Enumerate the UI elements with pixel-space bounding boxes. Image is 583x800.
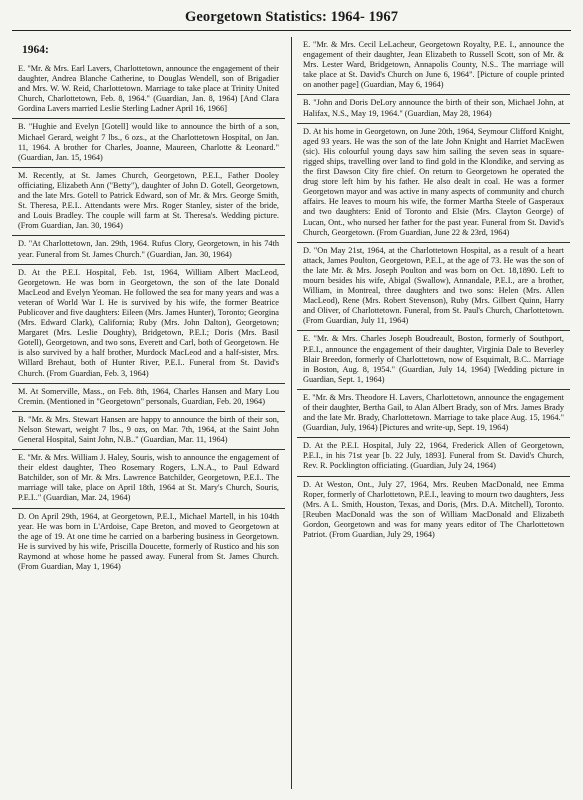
entry-text: B. "Hughie and Evelyn [Gotell] would like to announce the birth of a son, Michael Gerard, weight 7 lbs., 6 ozs., at the Charlottetown Hospital, on Jan. 11, 1964. A brother for Charles, Joanne, Maureen, Charlotte & Leonard." (Guardian, Jan. 15, 1964): [18, 122, 279, 162]
entry: [12, 119, 285, 167]
entry: [297, 37, 570, 95]
right-column: [297, 37, 570, 797]
page-title: Georgetown Statistics: 1964- 1967: [12, 8, 571, 31]
entry: [12, 236, 285, 264]
entry-text: D. On April 29th, 1964, at Georgetown, P.E.I., Michael Martell, in his 104th year. He was born in L'Ardoise, Cape Breton, and moved to Georgetown at the age of 19. At one time he carried on a barbering business in Georgetown. He is survived by his wife, Priscilla Doucette, formerly of Rustico and his son Raymond at whose home he passed away. Funeral from St. James Church. (From Guardian, May 1, 1964): [18, 511, 279, 572]
entry-text: E. "Mr. & Mrs. Earl Lavers, Charlottetown, announce the engagement of their daughter, Andrea Blanche Catherine, to Douglas Wendell, son of Brigadier and Mrs. W. W. Reid, Charlottetown. Marriage to take place at Trinity United Church, Charlottetown, Feb. 8, 1964." (Guardian, Jan. 8, 1964) [And Clara Gordina Lavers married Leslie Sterling Ladner April 16, 1966]: [18, 64, 279, 114]
entry-text: E. "Mr. & Mrs. Charles Joseph Boudreault, Boston, formerly of Southport, P.E.I., announce the engagement of their daughter, Virginia Dale to Beverley Blair Breedon, formerly of Charlottetown, now of Esquimalt, B.C.. Marriage in Boston, Aug. 8, 1954." (Guardian, July 14, 1964) [Wedding picture in Guardian, Sept. 1, 1964): [303, 334, 564, 384]
entry: [297, 438, 570, 476]
left-column: [12, 37, 285, 797]
entry: [12, 265, 285, 384]
entry-text: D. At the P.E.I. Hospital, July 22, 1964, Frederick Allen of Georgetown, P.E.I., in his 71st year [b. 22 July, 1893]. Funeral from St. David's Church, Rev. R. Pocklington officiating. (Guardian, July 24, 1964): [303, 441, 564, 471]
entry-text: E. "Mr. & Mrs. Theodore H. Lavers, Charlottetown, announce the engagement of their daughter, Bertha Gail, to Alan Albert Brady, son of Mrs. James Brady and the late Mr. Brady, Charlottetown. Marriage to take place Aug. 15, 1964." (Guardian, July, 1964) [Pictures and write-up, Sept. 19, 1964): [303, 392, 564, 433]
column-divider: [291, 37, 292, 789]
columns: [12, 37, 571, 797]
entry: [12, 168, 285, 237]
entry-text: D. At Weston, Ont., July 27, 1964, Mrs. Reuben MacDonald, nee Emma Roper, formerly of Charlottetown, P.E.I., leaving to mourn two daughters, Jess (Mrs. A L. Smith, Houston, Texas, and Doris, (Mrs. D.A. Mitchell), Toronto. [Reuben MacDonald was the son of William MacDonald and Elizabeth Gordon, Georgetown and was for many years editor of The Charlottetown Patriot. (From Guardian, July 29, 1964): [303, 479, 564, 540]
entry: [297, 477, 570, 545]
entry-text: D. "At Charlottetown, Jan. 29th, 1964. Rufus Clory, Georgetown, in his 74th year. Funeral from St. James Church." (Guardian, Jan. 30, 1964): [18, 239, 279, 259]
entry-text: M. Recently, at St. James Church, Georgetown, P.E.I., Father Dooley officiating, Elizabeth Ann ("Betty"), daughter of John D. Gotell, Georgetown, and the late Mrs. Gotell to Patrick Edward, son of Mr. & Mrs. George Smith, St. Theresa, P.E.I.. Attendants were Mrs. Roger Stanley, sister of the bride, and Louis Bradley. The couple will farm at St. Theresa's. Wedding picture.(From Guardian, Jan. 30, 1964): [18, 170, 279, 231]
entry: [297, 331, 570, 389]
entry-text: E. "Mr. & Mrs. Cecil LeLacheur, Georgetown Royalty, P.E. I., announce the engagement of their daughter, Jean Elizabeth to Russell Scott, son of Mr. & Mrs. Lester Ward, Bridgetown, Annapolis County, N.S.. The marriage will take place at St. David's Church on June 6, 1964". [Picture of couple printed on another page] (Guardian, May 6, 1964): [303, 40, 564, 90]
entry-text: E. "Mr. & Mrs. William J. Haley, Souris, wish to announce the engagement of their eldest daughter, Theo Rosemary Rogers, L.N.A., to Paul Edward Batchilder, son of Mr. & Mrs. Lawrence Batchilder, Georgetown, P.E.I.. The marriage will take, place on April 18th, 1964 at St. Mary's Church, Souris, P.E.I.." (Guardian, Mar. 24, 1964): [18, 453, 279, 503]
entry-text: D. "On May 21st, 1964, at the Charlottetown Hospital, as a result of a heart attack, James Poulton, Georgetown, P.E.I., at the age of 73. He was the son of the late Mr. & Mrs. Joseph Poulton and was born on Oct. 18,1890. Left to mourn besides his wife, Abigal (Swallow), Annandale, P.E.I., are a brother, William, in Montreal, three daughters and two sons: Helen (Mrs. Allen MacLeod), Rene (Mrs. Robert Stevenson), Ruby (Mrs. Gilbert Quinn, Harry and Oliver, of Charlottetown. Funeral, from St. Paul's Church, Charlottetown. (From Guardian, July 11, 1964): [303, 245, 564, 326]
entry-text: D. At the P.E.I. Hospital, Feb. 1st, 1964, William Albert MacLeod, Georgetown. He was born in Georgetown, the son of the late Donald MacLeod and Evelyn Yeoman. He followed the sea for many years and was a veteran of World War I. He is survived by his wife, the former Beatrice Publicover and five daughters: Eileen (Mrs. James Hunter), Toronto; Georgina (Mrs. Edward Clark), California; Ruby (Mrs. John Dalton), Georgetown; Margaret (Mrs. Leslie Doughty), Bridgetown, P.E.I.; Doris (Mrs. Basil Gotell), Georgetown, and two sons, Everett and Carl, both of Georgetown. He is also survived by a half brother, Murdock MacLeod and a half-sister, Mrs. Willard Brehaut, both of Hunter River, P.E.I.. Funeral from St. David's Church. (From Guardian, Feb. 3, 1964): [18, 267, 279, 378]
entry-text: M. At Somerville, Mass., on Feb. 8th, 1964, Charles Hansen and Mary Lou Cremin. (Mentioned in "Georgetown" personals, Guardian, Feb. 20, 1964): [18, 386, 279, 406]
entry-text: B. "John and Doris DeLory announce the birth of their son, Michael John, at Halifax, N.S., May 19, 1964." (Guardian, May 28, 1964): [303, 98, 564, 118]
entry: [297, 124, 570, 243]
entry: [12, 509, 285, 577]
entry: [12, 412, 285, 450]
entry: [12, 61, 285, 119]
entry-text: D. At his home in Georgetown, on June 20th, 1964, Seymour Clifford Knight, aged 93 years. He was the son of the late John Knight and Harriet MacEwen (sic). His colourful young days saw him sailing the seven seas in square- rigged ships, travelling over land to find gold in the Klondike, and serving as the first Dawson City fire chief. On return to Georgetown he operated the drug store left him by his father. He also dealt in coal. He was a former Georgetown mayor and was active in many aspects of community and church affairs. He leaves to mourn his wife, the former Martha Steele of Gasperaux and two daughters: Enid of Toronto and Elsie (Mrs. Clayton George) of Lucan, Ont., who nursed her father for the past year. Funeral from St. David's Church, Georgetown. (From Guardian, June 22 & 23rd, 1964): [303, 126, 564, 237]
entry: [297, 95, 570, 123]
entry: [12, 450, 285, 508]
entry: [297, 390, 570, 438]
entry: [297, 243, 570, 332]
entry-text: B. "Mr. & Mrs. Stewart Hansen are happy to announce the birth of their son, Nelson Stewart, weight 7 lbs., 9 ozs, on Mar. 7th, 1964, at the Saint John General Hospital, Saint John, N.B.." (Guardian, Mar. 11, 1964): [18, 414, 279, 444]
entry: [12, 384, 285, 412]
year-heading: 1964:: [22, 44, 49, 56]
